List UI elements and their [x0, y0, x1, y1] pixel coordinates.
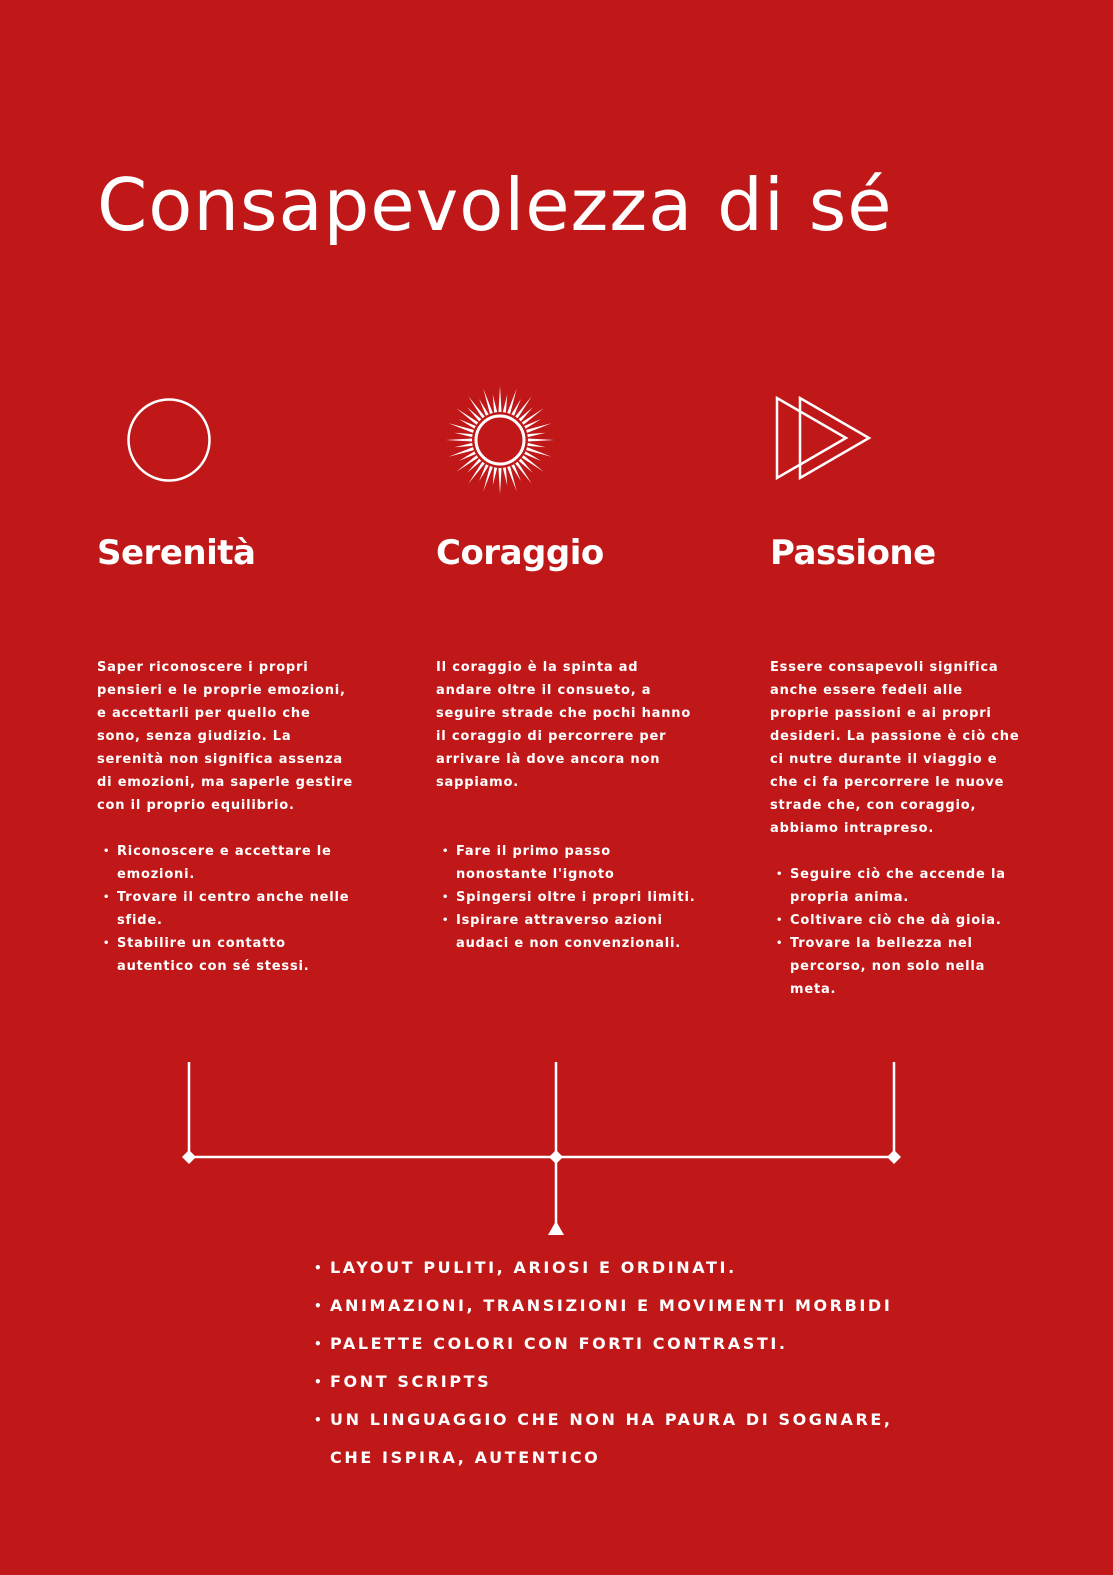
- list-item: • Ispirare attraverso azioni audaci e non convenzionali.: [436, 909, 696, 955]
- column-heading: Coraggio: [436, 533, 604, 573]
- list-item: • Seguire ciò che accende la propria anima.: [770, 863, 1020, 909]
- list-item: • Riconoscere e accettare le emozioni.: [97, 840, 357, 886]
- column-description: Essere consapevoli significa anche essere fedeli alle proprie passioni e ai propri desideri. La passione è ciò che ci nutre durante il viaggio e che ci fa percorrere le nuove strade che, con coraggio, abbiamo intrapreso.: [770, 660, 1020, 836]
- list-item: • ANIMAZIONI, TRANSIZIONI E MOVIMENTI MORBIDI: [312, 1287, 912, 1325]
- list-item: • FONT SCRIPTS: [312, 1363, 912, 1401]
- list-item: • Coltivare ciò che dà gioia.: [770, 909, 1020, 932]
- column-heading: Serenità: [97, 533, 256, 573]
- list-item: • UN LINGUAGGIO CHE NON HA PAURA DI SOGNARE, CHE ISPIRA, AUTENTICO: [312, 1401, 912, 1477]
- list-item: • Fare il primo passo nonostante l'ignoto: [436, 840, 696, 886]
- list-item: • Stabilire un contatto autentico con sé stessi.: [97, 932, 357, 978]
- column-heading: Passione: [770, 533, 936, 573]
- list-item: • PALETTE COLORI CON FORTI CONTRASTI.: [312, 1325, 912, 1363]
- column-description: Il coraggio è la spinta ad andare oltre il consueto, a seguire strade che pochi hanno il coraggio di percorrere per arrivare là dove ancora non sappiamo.: [436, 660, 692, 790]
- list-item: • Trovare il centro anche nelle sfide.: [97, 886, 357, 932]
- summary-list: [312, 1249, 912, 1477]
- list-item: • LAYOUT PULITI, ARIOSI E ORDINATI.: [312, 1249, 912, 1287]
- page-title: Consapevolezza di sé: [97, 163, 893, 247]
- list-item: • Trovare la bellezza nel percorso, non solo nella meta.: [770, 932, 1020, 1001]
- column-description: Saper riconoscere i propri pensieri e le proprie emozioni, e accettarli per quello che sono, senza giudizio. La serenità non significa assenza di emozioni, ma saperle gestire con il proprio equilibrio.: [97, 660, 353, 813]
- list-item: • Spingersi oltre i propri limiti.: [436, 886, 696, 909]
